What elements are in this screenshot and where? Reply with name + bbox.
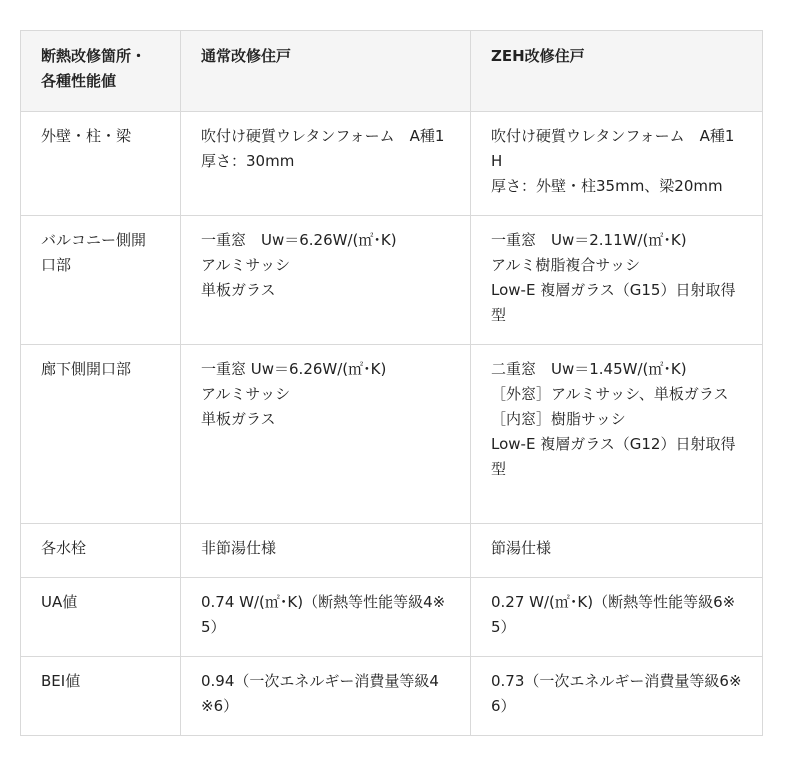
table-row bbox=[21, 524, 763, 578]
spec-comparison-table bbox=[20, 30, 763, 736]
table-row bbox=[21, 112, 763, 216]
header-zeh-unit: ZEH改修住戸 bbox=[471, 31, 763, 112]
normal-cell: 0.74 W/(㎡･K)（断熱等性能等級4※5） bbox=[181, 578, 471, 657]
row-label: UA値 bbox=[21, 578, 181, 657]
table-row bbox=[21, 657, 763, 736]
normal-cell: 一重窓 Uw＝6.26W/(㎡･K) アルミサッシ 単板ガラス bbox=[181, 216, 471, 345]
normal-cell: 一重窓 Uw＝6.26W/(㎡･K) アルミサッシ 単板ガラス bbox=[181, 345, 471, 524]
normal-cell: 非節湯仕様 bbox=[181, 524, 471, 578]
zeh-cell: 二重窓 Uw＝1.45W/(㎡･K) ［外窓］アルミサッシ、単板ガラス ［内窓］樹脂サッシ Low-E 複層ガラス（G12）日射取得型 bbox=[471, 345, 763, 524]
zeh-cell: 節湯仕様 bbox=[471, 524, 763, 578]
header-normal-unit: 通常改修住戸 bbox=[181, 31, 471, 112]
table-row bbox=[21, 578, 763, 657]
normal-cell: 吹付け硬質ウレタンフォーム A種1 厚さ：30mm bbox=[181, 112, 471, 216]
zeh-cell: 吹付け硬質ウレタンフォーム A種1H 厚さ：外壁・柱35mm、梁20mm bbox=[471, 112, 763, 216]
row-label: バルコニー側開口部 bbox=[21, 216, 181, 345]
table-row bbox=[21, 345, 763, 524]
row-label: 各水栓 bbox=[21, 524, 181, 578]
zeh-cell: 0.73（一次エネルギー消費量等級6※6） bbox=[471, 657, 763, 736]
row-label: BEI値 bbox=[21, 657, 181, 736]
normal-cell: 0.94（一次エネルギー消費量等級4※6） bbox=[181, 657, 471, 736]
zeh-cell: 0.27 W/(㎡･K)（断熱等性能等級6※5） bbox=[471, 578, 763, 657]
table-header-row bbox=[21, 31, 763, 112]
zeh-cell: 一重窓 Uw＝2.11W/(㎡･K) アルミ樹脂複合サッシ Low-E 複層ガラス（G15）日射取得型 bbox=[471, 216, 763, 345]
table-row bbox=[21, 216, 763, 345]
row-label: 外壁・柱・梁 bbox=[21, 112, 181, 216]
row-label: 廊下側開口部 bbox=[21, 345, 181, 524]
header-insulation-location: 断熱改修箇所・ 各種性能値 bbox=[21, 31, 181, 112]
